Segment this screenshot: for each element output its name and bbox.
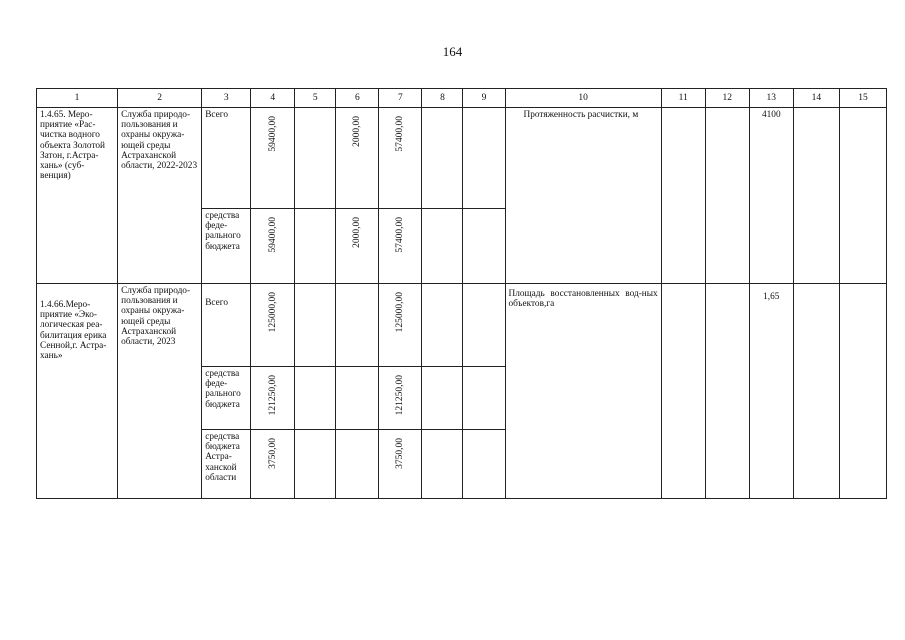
program-table: [36, 88, 887, 499]
amount-cell: [251, 209, 295, 284]
column-header: 3: [202, 89, 251, 108]
amount-cell: [379, 430, 422, 499]
empty-cell: [705, 284, 749, 499]
indicator-name: Площадь восстановленных вод-ных объектов,га: [505, 284, 661, 499]
column-header: 13: [749, 89, 793, 108]
amount-cell: [336, 108, 379, 209]
amount-cell: [295, 367, 336, 430]
empty-cell: [705, 108, 749, 284]
column-header: 7: [379, 89, 422, 108]
amount-value: 59400,00: [267, 217, 278, 253]
funding-source: средства феде-рального бюджета: [202, 209, 251, 284]
column-header: 15: [839, 89, 886, 108]
amount-cell: [379, 367, 422, 430]
funding-source: Всего: [202, 108, 251, 209]
column-header: 2: [118, 89, 202, 108]
column-header: 4: [251, 89, 295, 108]
amount-value: 125000,00: [395, 292, 406, 333]
amount-cell: [336, 209, 379, 284]
column-header: 9: [463, 89, 505, 108]
empty-cell: [793, 108, 839, 284]
amount-cell: [379, 209, 422, 284]
amount-cell: [336, 367, 379, 430]
empty-cell: [463, 108, 505, 209]
column-header: 1: [37, 89, 118, 108]
amount-cell: [251, 367, 295, 430]
indicator-value: 1,65: [749, 284, 793, 499]
amount-cell: [251, 108, 295, 209]
empty-cell: [839, 108, 886, 284]
column-header: 12: [705, 89, 749, 108]
amount-cell: [295, 108, 336, 209]
amount-cell: [379, 108, 422, 209]
amount-value: 125000,00: [267, 292, 278, 333]
column-header: 10: [505, 89, 661, 108]
amount-cell: [251, 430, 295, 499]
amount-value: 2000,00: [352, 217, 363, 248]
column-number-row: [37, 89, 887, 108]
column-header: 11: [661, 89, 705, 108]
empty-cell: [839, 284, 886, 499]
empty-cell: [661, 108, 705, 284]
empty-cell: [422, 367, 463, 430]
column-header: 14: [793, 89, 839, 108]
empty-cell: [661, 284, 705, 499]
amount-cell: [251, 284, 295, 367]
activity-executor: Служба природо-пользования и охраны окружа-ющей среды Астраханской области, 2022-2023: [118, 108, 202, 284]
funding-source: средства феде-рального бюджета: [202, 367, 251, 430]
table-row: [37, 284, 887, 367]
table-row: [37, 108, 887, 209]
amount-value: 57400,00: [395, 217, 406, 253]
empty-cell: [463, 430, 505, 499]
column-header: 5: [295, 89, 336, 108]
activity-name: 1.4.66.Меро-приятие «Эко-логическая реа-билитация ерика Сенной,г. Астра-хань»: [37, 284, 118, 499]
amount-value: 3750,00: [395, 438, 406, 469]
amount-cell: [336, 430, 379, 499]
amount-cell: [336, 284, 379, 367]
amount-value: 3750,00: [267, 438, 278, 469]
empty-cell: [422, 284, 463, 367]
funding-source: средства бюджета Астра-ханской области: [202, 430, 251, 499]
empty-cell: [463, 284, 505, 367]
empty-cell: [422, 209, 463, 284]
amount-cell: [295, 430, 336, 499]
funding-source: Всего: [202, 284, 251, 367]
amount-value: 59400,00: [267, 116, 278, 152]
amount-cell: [379, 284, 422, 367]
amount-value: 57400,00: [395, 116, 406, 152]
activity-name: 1.4.65. Меро-приятие «Рас-чистка водного объекта Золотой Затон, г.Астра-хань» (суб-венция): [37, 108, 118, 284]
empty-cell: [422, 108, 463, 209]
empty-cell: [463, 367, 505, 430]
amount-value: 2000,00: [352, 116, 363, 147]
column-header: 6: [336, 89, 379, 108]
amount-cell: [295, 209, 336, 284]
indicator-value: 4100: [749, 108, 793, 284]
column-header: 8: [422, 89, 463, 108]
amount-value: 121250,00: [267, 375, 278, 416]
page-number: 164: [442, 44, 463, 59]
indicator-name: Протяженность расчистки, м: [505, 108, 661, 284]
empty-cell: [463, 209, 505, 284]
amount-cell: [295, 284, 336, 367]
amount-value: 121250,00: [395, 375, 406, 416]
empty-cell: [422, 430, 463, 499]
empty-cell: [793, 284, 839, 499]
activity-executor: Служба природо-пользования и охраны окружа-ющей среды Астраханской области, 2023: [118, 284, 202, 499]
